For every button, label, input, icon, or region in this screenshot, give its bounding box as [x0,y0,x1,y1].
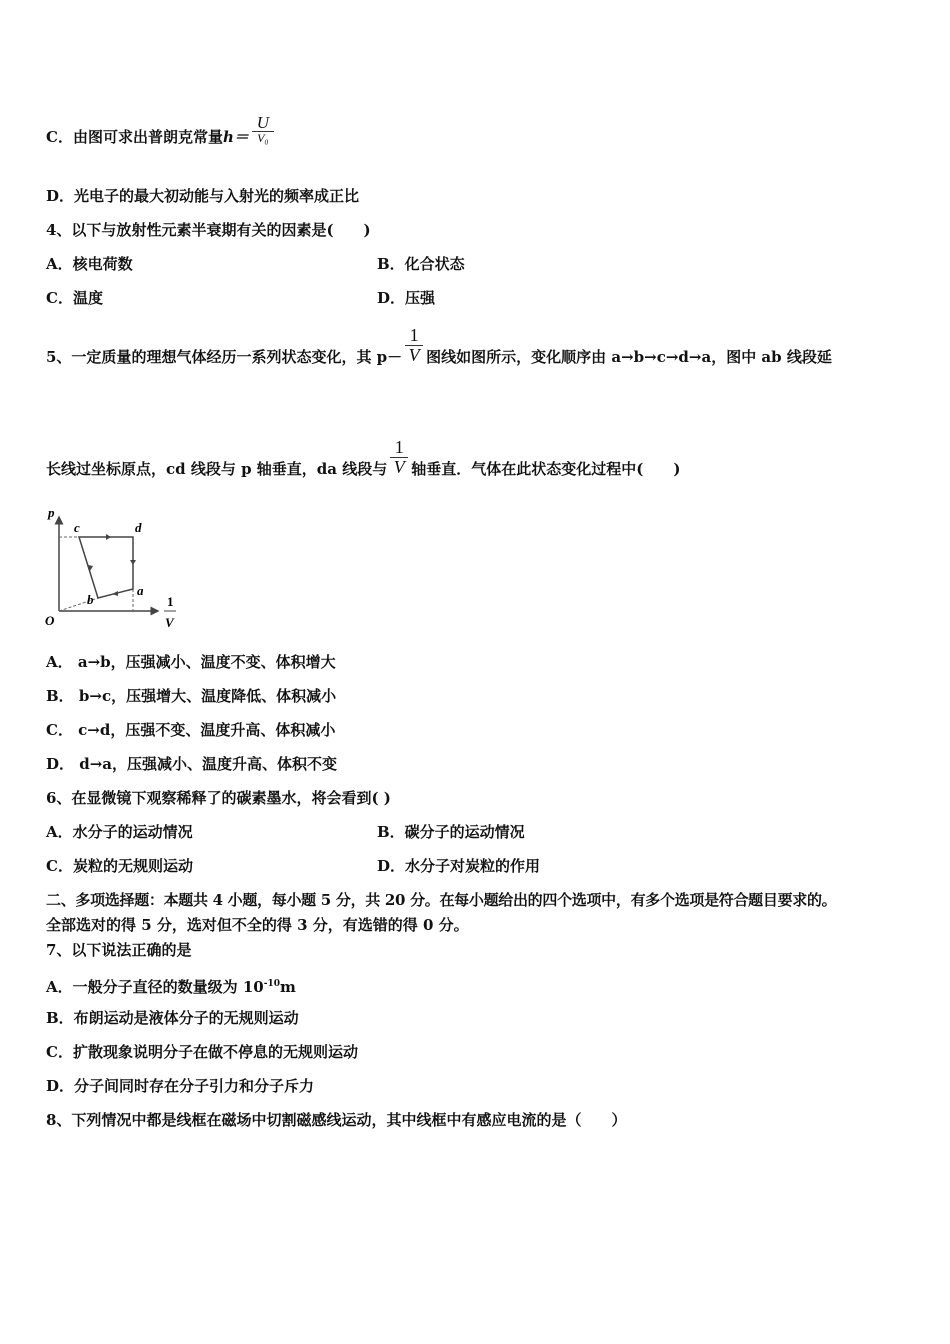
planck-h: h＝ [222,128,249,146]
q7-option-b: B．布朗运动是液体分子的无规则运动 [46,1009,299,1027]
q6-stem: 6、在显微镜下观察稀释了的碳素墨水，将会看到( ) [46,789,391,807]
label-c: c [74,520,80,535]
q4-option-b: B．化合状态 [377,255,465,273]
p-1v-diagram [40,505,190,635]
label-b: b [87,592,94,607]
q4-option-a: A．核电荷数 [46,255,133,273]
section2-scoring: 全部选对的得 5 分，选对但不全的得 3 分，有选错的得 0 分。 [46,916,469,934]
q5-option-d: D． d→a，压强减小、温度升高、体积不变 [46,755,338,773]
fraction-numerator: 1 [405,326,423,346]
q8-stem: 8、下列情况中都是线框在磁场中切割磁感线运动，其中线框中有感应电流的是（ ） [46,1111,627,1129]
q5-stem1-a: 5、一定质量的理想气体经历一系列状态变化，其 p－ [46,348,403,366]
section2-heading: 二、多项选择题：本题共 4 小题，每小题 5 分，共 20 分。在每小题给出的四个选项中，有多个选项是符合题目要求的。 [46,891,837,909]
q7-option-a-text: A．一般分子直径的数量级为 10 [46,978,264,996]
q6-option-d: D．水分子对炭粒的作用 [377,857,541,875]
fraction-1-v [405,326,423,365]
cycle-path [79,537,133,598]
q5-option-a: A． a→b，压强减小、温度不变、体积增大 [46,653,336,671]
q7-stem: 7、以下说法正确的是 [46,941,192,959]
q5-option-c: C． c→d，压强不变、温度升高、体积减小 [46,721,336,739]
label-a: a [137,583,144,598]
fraction-slot [390,437,408,479]
q3-option-d: D．光电子的最大初动能与入射光的频率成正比 [46,187,360,205]
label-d: d [135,520,142,535]
q5-stem-line1 [46,325,832,367]
fraction-u-v0 [252,114,274,145]
fraction-numerator: 1 [390,438,408,458]
q7-option-a [46,974,296,997]
q4-stem: 4、以下与放射性元素半衰期有关的因素是( ) [46,221,371,239]
q6-option-b: B．碳分子的运动情况 [377,823,525,841]
q5-option-b: B． b→c，压强增大、温度降低、体积减小 [46,687,337,705]
label-p: p [48,505,55,520]
q5-stem2-b: 轴垂直．气体在此状态变化过程中( ) [411,460,681,478]
q4-option-d: D．压强 [377,289,436,307]
q6-option-a: A．水分子的运动情况 [46,823,193,841]
fraction-denominator: V [408,345,420,366]
label-x-den: V [165,615,174,630]
q3-option-c-text: C．由图可求出普朗克常量 [46,128,223,146]
q7-option-c: C．扩散现象说明分子在做不停息的无规则运动 [46,1043,358,1061]
unit: m [280,978,296,996]
q6-option-c: C．炭粒的无规则运动 [46,857,193,875]
fraction-denominator: V [393,457,405,478]
q5-stem1-b: 图线如图所示，变化顺序由 a→b→c→d→a，图中 ab 线段延 [426,348,832,366]
label-x-num: 1 [167,594,174,609]
fraction-1-v-2 [390,438,408,477]
q4-option-c: C．温度 [46,289,103,307]
fraction-slot [405,325,423,367]
q5-stem-line2 [46,437,681,479]
label-o: O [45,613,55,628]
q5-stem2-a: 长线过坐标原点，cd 线段与 p 轴垂直，da 线段与 [46,460,388,478]
q7-option-d: D．分子间同时存在分子引力和分子斥力 [46,1077,315,1095]
fraction-numerator: U [252,114,274,133]
fraction-slot [252,112,274,147]
exponent: -10 [263,979,281,989]
fraction-denominator: V₀ [257,131,269,146]
q3-option-c [46,112,277,147]
